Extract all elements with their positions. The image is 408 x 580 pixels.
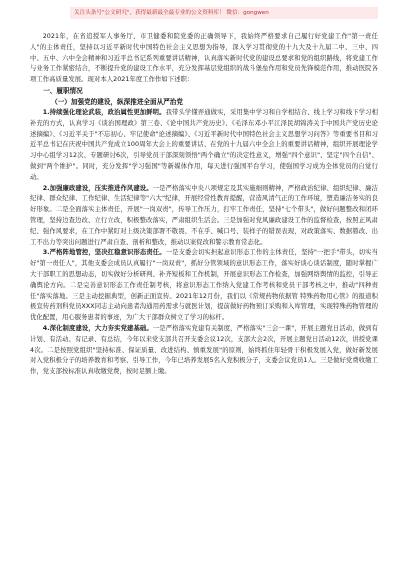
item-1-paragraph: [30, 108, 378, 184]
item-3-lead: 3.严格阵地管控，坚决扛稳意识形态责任。: [42, 249, 166, 257]
item-3-paragraph: [30, 248, 378, 324]
item-2-paragraph: [30, 184, 378, 249]
item-4-lead: 4.深化制度建设，大力夯实党建基础。: [42, 324, 153, 332]
item-1-lead: 1.持续强化理论武装，政治属性更加鲜明。: [42, 108, 166, 116]
section-heading-performance: 一、履职情况: [43, 86, 83, 95]
item-2-lead: 2.加强廉政建设，压实推进作风建设。: [42, 184, 153, 192]
item-1-body: 我带头学懂弄通做实，采用集中学习和自学相结合、线上学习和线下学习相补充的方式，认真学习《谈治国理政》第三卷、《论中国共产党历史》、《毛泽东邓小平江泽民胡锦涛关于中国共产党历史论述摘编》、《习近平关于"不忘初心、牢记使命"论述摘编》、《习近平新时代中国特色社会主义思想学习问答》等重要书目和习近平总书记在庆祝中国共产党成立100周年大会上的重要讲话、在党的十九届六中全会上的重要讲话精神，组织开展理论学习中心组学习12次、专题研讨6次，引导党员干部深刻领悟"两个确立"的决定性意义，增强"四个意识"、坚定"四个自信"、做到"两个维护"。同时，充分发挥"学习强国"等新媒体作用，每天进行强国平台学习，使强国学习成为全体党员的自觉行动。: [30, 108, 379, 181]
item-3-body: 一是支委会切实担起意识形态工作的主体责任，坚持"一把手"带头，切实当好"第一责任人"，其他支委会成员认真履行"一岗双责"，抓好分管领域的意识形态工作，落实好谈心谈话制度，随时掌握广大干部职工的思想动态，切实做好分析研判、补齐短板和工作机制，开展意识形态工作检查，加强网络舆情的监控，引导正确舆论方向。二是完善意识形态工作责任制考核，将意识形态工作纳入党建工作考核和党员干部考核之中，推动"四种责任"落实落地。三是主动挖掘典型，创新正面宣传。2021年12月份，我们以《常规药物依据管 特殊药物用心管》的报道积极宣传药剂科党员XXX同志主动向患者沟通用药需求与就医计划，提前做好药物预订采购和入库管理，实现特殊药物管理的优化配置，用心服务患者的事迹，为广大干部群众树立了学习的标杆。: [30, 249, 379, 322]
intro-paragraph: 2021年，在省追授军人事务厅、市卫健委和院党委的正确领导下，我始终严格要求自己履行好党建工作"第一责任人"的主体责任，坚持以习近平新时代中国特色社会主义思想为指导，深入学习贯彻党的十九大及十九届二中、三中、四中、五中、六中全会精神和习近平总书记系列重要讲话精神，认真落实新时代党的建设总要求和党的组织路线，将党建工作与业务工作紧密结合，不断提升党的建设工作水平，充分发挥基层党组织的战斗堡垒作用和党员先锋模范作用，推动医院各项工作高质量发展。现对本人2021年度工作作如下述职：: [30, 33, 378, 84]
item-4-paragraph: [30, 324, 378, 378]
subsection-heading-party-building: （一）加强党的建设，纵深推进全面从严治党: [51, 97, 183, 106]
item-4-body: 一是严格落实党建有关制度，严格落实"三会一课"，开展主题党日活动，做到有计划、有活动、有记录、有总结，今年以来党支部共召开支委会议12次，支部大会2次，开展主题党日活动12次，讲授党课4次。二是按照党组织"坚持标准、保证质量、改进结构、慎重发展"的原则，始终抓住年轻骨干积极发展入党，做好新发展对入党积极分子的培养教育和考察、引导工作，今年已培养发展5名入党积极分子，支委会议党员1人。三是做好党费收缴工作，党支部按标准认真收缴党费，按时足额上缴。: [30, 324, 378, 376]
item-2-body: 一是严格落实中央八项规定及其实施细则精神，严格政治纪律、组织纪律、廉洁纪律、群众纪律、工作纪律、生活纪律等"六大"纪律，开展经常性教育提醒，营造风清气正的工作环境，塑造廉洁务实的良好形象。二是全面落实主体责任，开展"一岗双责"，传导工作压力，打牢工作责任，坚持"七个带头"，做好问题整改和闭环管理，坚持边查边改、立行立改，积极整改落实，严肃组织生活会。三是加强对党风廉政建设工作的监督检查，按照正风肃纪、强作风要求，在工作中紧盯对上级决策部署不敬畏、不在乎、喊口号、装样子的错误表现，对政策落实、数据篡改、出工不出力等突出问题进行严肃自查、剖析和整改，推动以案促改和警示教育常态化。: [30, 184, 378, 246]
promo-banner: 关注头条号"公文研究"，获得最新最全最专业的公文资料库！ 微信：gongwen: [70, 7, 378, 19]
